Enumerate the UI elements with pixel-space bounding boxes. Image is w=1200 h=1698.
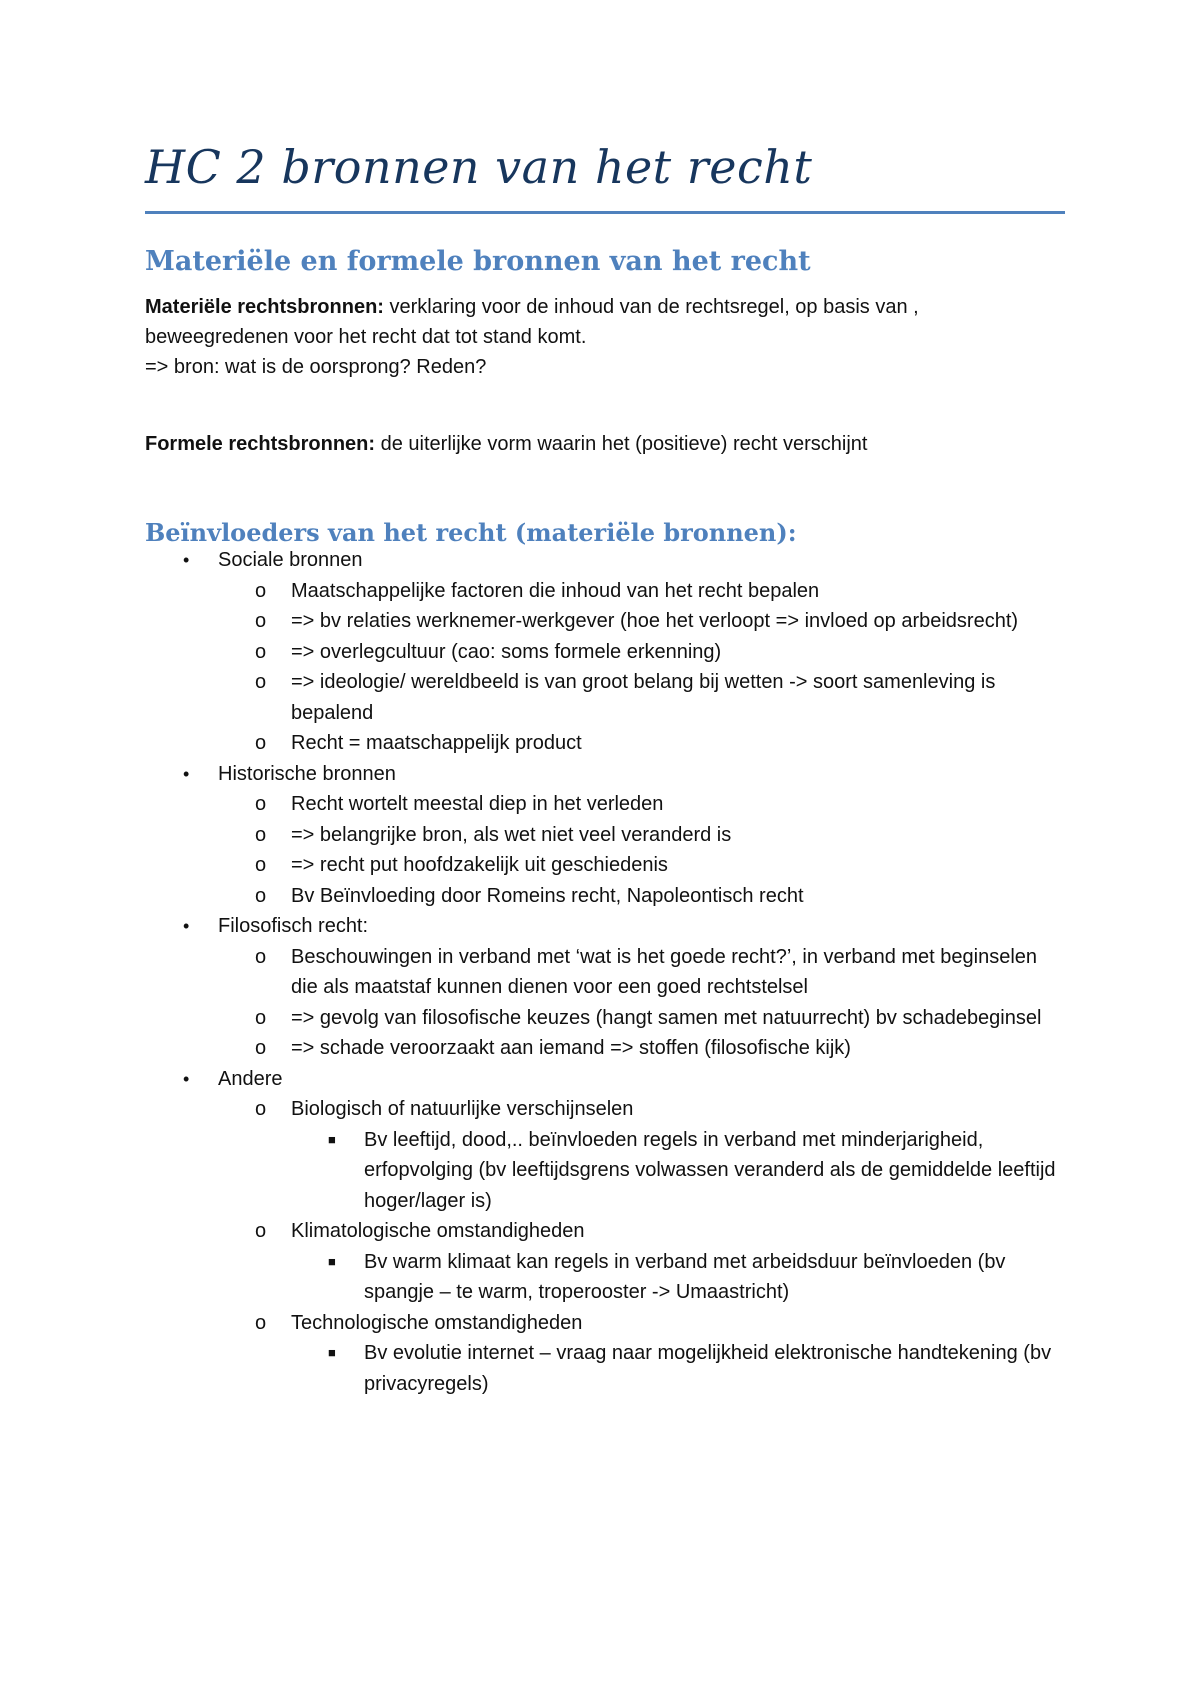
list-item	[145, 911, 1065, 942]
document-title: HC 2 bronnen van het recht	[145, 140, 813, 194]
square-marker: ■	[328, 1345, 336, 1360]
formele-text: de uiterlijke vorm waarin het (positieve) recht verschijnt	[375, 433, 868, 455]
list-item-text: Bv leeftijd, dood,.. beïnvloeden regels in verband met minderjarigheid, erfopvolging (bv leeftijdsgrens volwassen veranderd als de gemiddelde leeftijd hoger/lager is)	[364, 1128, 1056, 1212]
list-item	[145, 759, 1065, 790]
list-item-text: Maatschappelijke factoren die inhoud van het recht bepalen	[291, 579, 820, 602]
circle-marker: o	[255, 945, 267, 968]
beinvloeders-outline	[145, 545, 1065, 1399]
list-item-text: => ideologie/ wereldbeeld is van groot belang bij wetten -> soort samenleving is bepalend	[291, 671, 996, 724]
list-item	[145, 606, 1065, 637]
list-item-text: Bv warm klimaat kan regels in verband met arbeidsduur beïnvloeden (bv spangje – te warm, troperooster -> Umaastricht)	[364, 1250, 1006, 1303]
list-item	[145, 942, 1065, 1003]
list-item	[145, 1247, 1065, 1308]
circle-marker: o	[255, 732, 267, 754]
list-item	[145, 820, 1065, 851]
title-underline	[145, 211, 1065, 214]
list-item	[145, 1216, 1065, 1247]
list-item	[145, 1308, 1065, 1339]
circle-marker: o	[255, 1098, 267, 1120]
list-item	[145, 667, 1065, 728]
list-item-text: Recht = maatschappelijk product	[291, 732, 582, 754]
section-heading-beinvloeders: Beïnvloeders van het recht (materiële bronnen):	[145, 518, 797, 547]
materiele-note: => bron: wat is de oorsprong? Reden?	[145, 356, 487, 378]
circle-marker: o	[255, 640, 267, 663]
materiele-label: Materiële rechtsbronnen:	[145, 296, 384, 318]
bullet-marker: •	[183, 550, 190, 570]
list-item	[145, 1338, 1065, 1399]
list-item-text: Beschouwingen in verband met ‘wat is het goede recht?’, in verband met beginselen die als maatstaf kunnen dienen voor een goed rechtstelsel	[291, 945, 1038, 998]
list-item-text: Historische bronnen	[218, 762, 396, 785]
section-heading-bronnen: Materiële en formele bronnen van het recht	[145, 246, 811, 277]
list-item	[145, 637, 1065, 668]
list-item-text: Technologische omstandigheden	[291, 1311, 583, 1334]
list-item	[145, 1033, 1065, 1064]
formele-label: Formele rechtsbronnen:	[145, 433, 376, 455]
square-marker: ■	[328, 1253, 336, 1269]
list-item	[145, 1125, 1065, 1217]
materiele-paragraph	[145, 292, 1065, 352]
list-item-text: Sociale bronnen	[218, 549, 363, 571]
list-item-text: Recht wortelt meestal diep in het verleden	[291, 793, 664, 815]
list-item-text: => schade veroorzaakt aan iemand => stoffen (filosofische kijk)	[291, 1037, 851, 1059]
formele-paragraph	[145, 429, 1065, 459]
list-item	[145, 728, 1065, 759]
list-item-text: Biologisch of natuurlijke verschijnselen	[291, 1098, 634, 1120]
bullet-marker: •	[183, 763, 190, 784]
list-item-text: Bv Beïnvloeding door Romeins recht, Napoleontisch recht	[291, 884, 804, 907]
list-item-text: => overlegcultuur (cao: soms formele erkenning)	[291, 640, 722, 663]
list-item	[145, 1064, 1065, 1095]
list-item-text: Filosofisch recht:	[218, 915, 369, 937]
circle-marker: o	[255, 671, 267, 693]
list-item-text: => bv relaties werknemer-werkgever (hoe het verloopt => invloed op arbeidsrecht)	[291, 610, 1019, 632]
list-item	[145, 881, 1065, 912]
circle-marker: o	[255, 1037, 267, 1059]
circle-marker: o	[255, 1220, 267, 1242]
circle-marker: o	[255, 1006, 267, 1029]
list-item-text: Bv evolutie internet – vraag naar mogelijkheid elektronische handtekening (bv privacyregels)	[364, 1342, 1052, 1395]
list-item	[145, 545, 1065, 576]
circle-marker: o	[255, 610, 267, 632]
circle-marker: o	[255, 854, 267, 876]
list-item	[145, 789, 1065, 820]
circle-marker: o	[255, 1311, 267, 1334]
list-item-text: Klimatologische omstandigheden	[291, 1220, 585, 1242]
list-item	[145, 1094, 1065, 1125]
list-item	[145, 576, 1065, 607]
list-item	[145, 1003, 1065, 1034]
circle-marker: o	[255, 884, 267, 907]
list-item-text: Andere	[218, 1067, 283, 1090]
list-item-text: => belangrijke bron, als wet niet veel veranderd is	[291, 823, 732, 846]
list-item-text: => recht put hoofdzakelijk uit geschiedenis	[291, 854, 668, 876]
bullet-marker: •	[183, 916, 190, 936]
square-marker: ■	[328, 1131, 336, 1147]
circle-marker: o	[255, 823, 267, 846]
bullet-marker: •	[183, 1068, 190, 1089]
outline-list	[145, 545, 1065, 1399]
materiele-text: verklaring voor de inhoud van de rechtsregel, op basis van , beweegredenen voor het recht dat tot stand komt.	[145, 296, 919, 348]
list-item	[145, 850, 1065, 881]
circle-marker: o	[255, 793, 267, 815]
list-item-text: => gevolg van filosofische keuzes (hangt samen met natuurrecht) bv schadebeginsel	[291, 1006, 1042, 1029]
circle-marker: o	[255, 579, 267, 602]
